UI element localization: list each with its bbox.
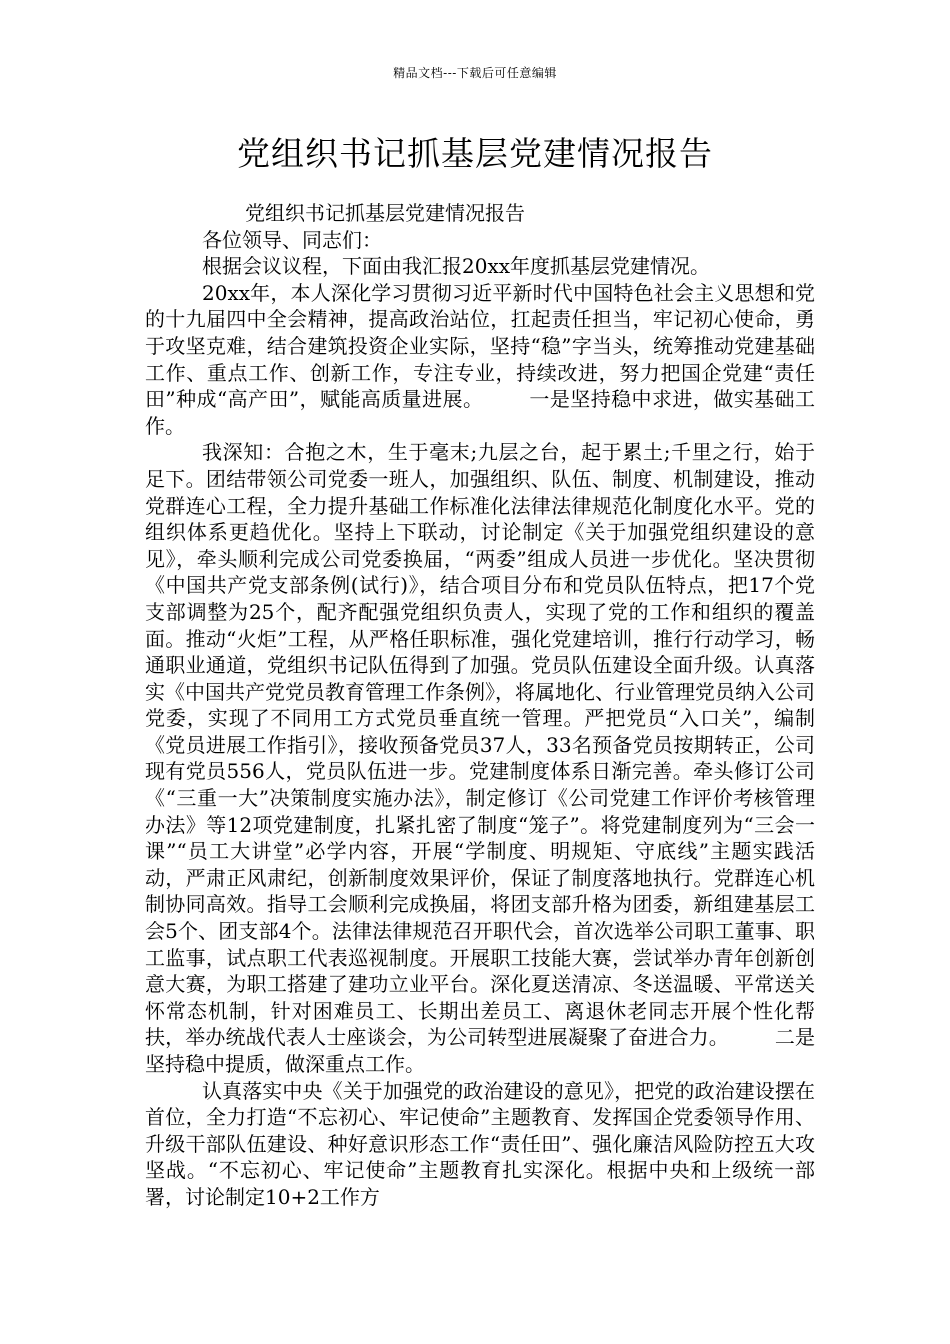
- paragraph-opening: [145, 253, 815, 280]
- paragraph-key-work: [145, 1078, 815, 1211]
- paragraph-text: 认真落实中央《关于加强党的政治建设的意见》，把党的政治建设摆在首位，全力打造“不忘初心、牢记使命”主题教育、发挥国企党委领导作用、升级干部队伍建设、种好意识形态工作“责任田”、强化廉洁风险防控五大攻坚战。“不忘初心、牢记使命”主题教育扎实深化。根据中央和上级统一部署，讨论制定10+2工作方: [145, 1078, 815, 1209]
- paragraph-basic-work: [145, 439, 815, 1077]
- paragraph-text: 我深知：合抱之木，生于毫末;九层之台，起于累土;千里之行，始于足下。团结带领公司党委一班人，加强组织、队伍、制度、机制建设，推动党群连心工程，全力提升基础工作标准化法律法律规范化制度化水平。党的组织体系更趋优化。坚持上下联动，讨论制定《关于加强党组织建设的意见》，牵头顺利完成公司党委换届，“两委”组成人员进一步优化。坚决贯彻《中国共产党支部条例(试行)》，结合项目分布和党员队伍特点，把17个党支部调整为25个，配齐配强党组织负责人，实现了党的工作和组织的覆盖面。推动“火炬”工程，从严格任职标准，强化党建培训，推行行动学习，畅通职业通道，党组织书记队伍得到了加强。党员队伍建设全面升级。认真落实《中国共产党党员教育管理工作条例》，将属地化、行业管理党员纳入公司党委，实现了不同用工方式党员垂直统一管理。严把党员“入口关”，编制《党员进展工作指引》，接收预备党员37人，33名预备党员按期转正，公司现有党员556人，党员队伍进一步。党建制度体系日渐完善。牵头修订公司《“三重一大”决策制度实施办法》，制定修订《公司党建工作评价考核管理办法》等12项党建制度，扎紧扎密了制度“笼子”。将党建制度列为“三会一课”“员工大讲堂”必学内容，开展“学制度、明规矩、守底线”主题实践活动，严肃正风肃纪，创新制度效果评价，保证了制度落地执行。党群连心机制协同高效。指导工会顺利完成换届，将团支部升格为团委，新组建基层工会5个、团支部4个。法律法律规范召开职代会，首次选举公司职工董事、职工监事，试点职工代表巡视制度。开展职工技能大赛，尝试举办青年创新创意大赛，为职工搭建了建功立业平台。深化夏送清凉、冬送温暖、平常送关怀常态机制，针对困难员工、长期出差员工、离退休老同志开展个性化帮扶，举办统战代表人士座谈会，为公司转型进展凝聚了奋进合力。: [145, 440, 815, 1050]
- paragraph-text: 根据会议议程，下面由我汇报20xx年度抓基层党建情况。: [202, 254, 711, 279]
- paragraph-overview: [145, 280, 815, 440]
- document-body: [145, 200, 815, 1211]
- section-heading-1: 一是坚持稳中求进，做实基础工作。: [145, 387, 815, 438]
- salutation: 各位领导、同志们：: [202, 227, 382, 252]
- document-subtitle: 党组织书记抓基层党建情况报告: [245, 201, 525, 225]
- paragraph-text: 20xx年，本人深化学习贯彻习近平新时代中国特色社会主义思想和党的十九届四中全会精神，提高政治站位，扛起责任担当，牢记初心使命，勇于攻坚克难，结合建筑投资企业实际，坚持“稳”字当头，统筹推动党建基础工作、重点工作、创新工作，专注专业，持续改进，努力把国企党建“责任田”种成“高产田”，赋能高质量进展。: [145, 280, 815, 412]
- section-heading-2: 二是坚持稳中提质，做深重点工作。: [145, 1025, 816, 1076]
- document-title: 党组织书记抓基层党建情况报告: [237, 134, 713, 173]
- header-note: 精品文档---下载后可任意编辑: [393, 66, 557, 80]
